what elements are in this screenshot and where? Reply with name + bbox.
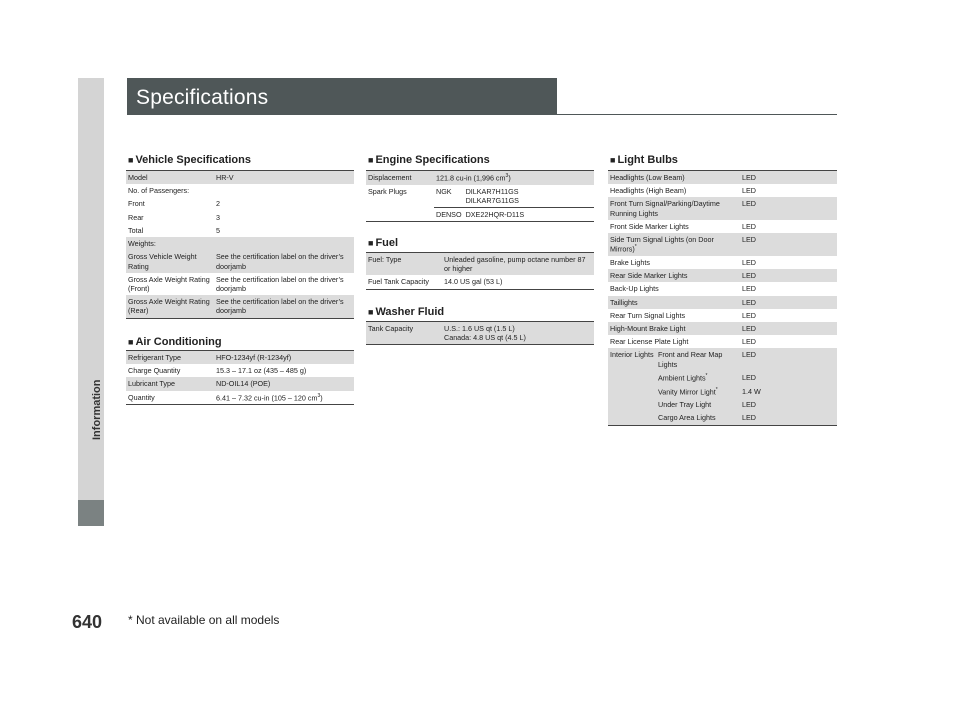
table-row: [126, 184, 354, 197]
ngk-label: NGK: [434, 185, 464, 208]
table-row: [608, 309, 837, 322]
row-value: 5: [216, 225, 220, 235]
denso-value: DXE22HQR-D11S: [465, 210, 525, 220]
row-label: Back-Up Lights: [610, 284, 659, 294]
row-value: ND-OIL14 (POE): [214, 377, 354, 390]
row-value: LED: [740, 348, 837, 370]
table-row: [608, 197, 837, 219]
row-label: Charge Quantity: [128, 366, 181, 376]
table-row: [608, 184, 837, 197]
table-row: [366, 253, 594, 276]
table-row: [126, 197, 354, 210]
table-row: [126, 295, 354, 318]
row-label: Front Side Marker Lights: [610, 221, 689, 231]
fuel-type-label: Fuel: Type: [366, 253, 442, 276]
table-row: [126, 224, 354, 237]
row-value: See the certification label on the driver’s doorjamb: [214, 295, 354, 318]
table-row: [608, 233, 837, 256]
row-value: LED: [742, 221, 756, 231]
row-value: LED: [740, 233, 837, 256]
table-row: [608, 269, 837, 282]
row-value: 2: [216, 199, 220, 209]
fuel-heading: ■ Fuel: [368, 237, 399, 249]
side-label: Information: [91, 379, 103, 440]
row-label: Quantity: [128, 392, 155, 402]
fuel-spec-table: [366, 252, 594, 290]
row-label: Front: [128, 199, 145, 209]
table-row: [126, 211, 354, 224]
displacement-value: 121.8 cu-in (1,996 $cm^3$): [434, 171, 594, 185]
row-label: Ambient Lights*: [656, 371, 740, 385]
table-row: [126, 351, 354, 365]
table-row: [126, 250, 354, 272]
row-label: Headlights (Low Beam): [608, 171, 740, 185]
row-label: Rear Side Marker Lights: [608, 269, 740, 282]
row-label: Taillights: [608, 296, 740, 309]
row-value: LED: [740, 171, 837, 185]
row-label: Vanity Mirror Light*: [656, 385, 740, 399]
engine-heading: ■ Engine Specifications: [368, 154, 490, 166]
row-value: LED: [740, 371, 837, 385]
row-value: LED: [740, 296, 837, 309]
table-row: [608, 220, 837, 233]
row-value: LED: [740, 398, 837, 411]
table-row: [608, 322, 837, 335]
row-value: 15.3 – 17.1 oz (435 – 485 g): [216, 366, 307, 376]
table-row: [126, 377, 354, 390]
row-label: Model: [126, 171, 214, 185]
row-label: Refrigerant Type: [126, 351, 214, 365]
row-value: 3: [216, 212, 220, 222]
row-label: High-Mount Brake Light: [608, 322, 740, 335]
row-label: Brake Lights: [610, 257, 650, 267]
denso-label: DENSO: [436, 210, 462, 220]
table-row: [366, 322, 594, 345]
row-value: 1.4 W: [740, 385, 837, 399]
interior-lights-label: Interior Lights: [608, 348, 656, 425]
ngk-values: DILKAR7H11GS DILKAR7G11GS: [464, 185, 594, 208]
washer-spec-table: [366, 321, 594, 345]
row-value: HFO-1234yf (R-1234yf): [214, 351, 354, 365]
row-value: LED: [742, 310, 756, 320]
row-value: LED: [742, 257, 756, 267]
lights-heading: ■ Light Bulbs: [610, 154, 678, 166]
table-row: [126, 391, 354, 405]
table-row: [608, 256, 837, 269]
washer-label: Tank Capacity: [366, 322, 442, 345]
row-label: Rear License Plate Light: [610, 337, 689, 347]
table-row: [608, 282, 837, 295]
washer-heading: ■ Washer Fluid: [368, 306, 445, 318]
page-title: Specifications: [136, 86, 269, 109]
side-index-tab: [78, 500, 104, 526]
table-row: [126, 171, 354, 185]
row-label: Lubricant Type: [126, 377, 214, 390]
air-spec-table: [126, 350, 354, 405]
air-heading: ■ Air Conditioning: [128, 336, 222, 348]
row-label: Under Tray Light: [656, 398, 740, 411]
table-row: [608, 296, 837, 309]
page-number: 640: [72, 612, 103, 632]
side-index-bar: [78, 78, 104, 526]
row-label: Total: [128, 225, 144, 235]
row-label: Weights:: [126, 237, 214, 250]
displacement-label: Displacement: [366, 171, 434, 185]
header-rule: [127, 114, 837, 115]
row-label: Gross Vehicle Weight Rating: [126, 250, 214, 272]
footnote: * Not available on all models: [128, 613, 280, 627]
row-label: Headlights (High Beam): [610, 186, 687, 196]
table-row: [366, 171, 594, 185]
row-value: LED: [740, 197, 837, 219]
row-label: Side Turn Signal Lights (on Door Mirrors)*: [608, 233, 740, 256]
row-value: LED: [740, 322, 837, 335]
fuel-type-value: Unleaded gasoline, pump octane number 87 or higher: [442, 253, 594, 276]
engine-spec-table: [366, 170, 594, 222]
row-value: LED: [742, 186, 756, 196]
row-value: LED: [742, 337, 756, 347]
vehicle-spec-table: [126, 170, 354, 319]
tank-label: Fuel Tank Capacity: [368, 277, 429, 287]
table-row: [608, 335, 837, 348]
table-row: [126, 273, 354, 295]
table-row: [366, 275, 594, 289]
row-label: Gross Axle Weight Rating (Front): [128, 274, 210, 293]
vehicle-heading: ■ Vehicle Specifications: [128, 154, 251, 166]
row-value: HR-V: [214, 171, 354, 185]
tank-value: 14.0 US gal (53 L): [444, 277, 503, 287]
table-row: [366, 185, 594, 208]
row-label: Front and Rear Map Lights: [656, 348, 740, 370]
row-value: See the certification label on the driver’s doorjamb: [216, 274, 344, 293]
row-value: LED: [740, 411, 837, 425]
light-bulbs-table: [608, 170, 837, 426]
washer-values: U.S.: 1.6 US qt (1.5 L) Canada: 4.8 US qt (4.5 L): [442, 322, 594, 345]
spark-plugs-label: Spark Plugs: [368, 186, 407, 196]
table-row: [608, 348, 837, 370]
row-value: [214, 237, 354, 250]
row-label: Cargo Area Lights: [656, 411, 740, 425]
row-label: Gross Axle Weight Rating (Rear): [126, 295, 214, 318]
row-value: [214, 184, 354, 197]
row-value: LED: [742, 284, 756, 294]
row-value: 6.41 – 7.32 cu-in (105 – 120 $cm^3$): [216, 392, 323, 403]
table-row: [126, 237, 354, 250]
row-value: LED: [740, 269, 837, 282]
table-row: [608, 171, 837, 185]
row-label: Front Turn Signal/Parking/Daytime Running Lights: [608, 197, 740, 219]
row-label: Rear: [128, 212, 144, 222]
row-label: No. of Passengers:: [128, 186, 190, 196]
table-row: [126, 364, 354, 377]
row-label: Rear Turn Signal Lights: [610, 310, 686, 320]
row-value: See the certification label on the driver’s doorjamb: [214, 250, 354, 272]
